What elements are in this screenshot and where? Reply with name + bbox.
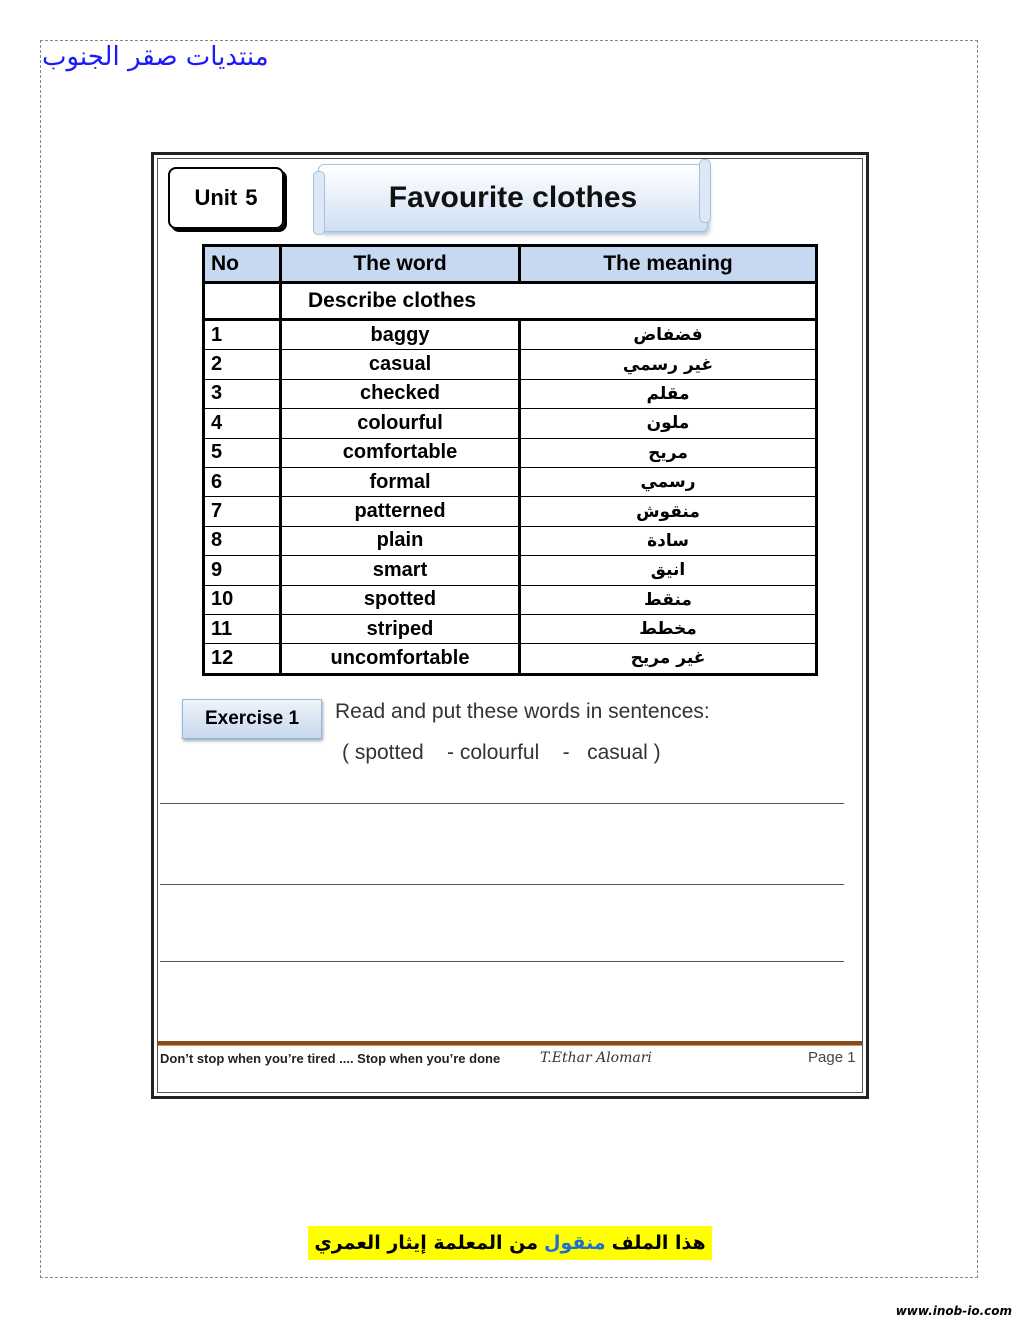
- row-meaning: منقوش: [520, 497, 817, 526]
- section-row: [204, 283, 817, 320]
- row-word: formal: [281, 467, 520, 496]
- row-meaning: سادة: [520, 526, 817, 555]
- row-word: patterned: [281, 497, 520, 526]
- row-word: comfortable: [281, 438, 520, 467]
- row-meaning: مريح: [520, 438, 817, 467]
- row-number: 11: [204, 614, 281, 643]
- table-row: [204, 409, 817, 438]
- row-meaning: رسمي: [520, 467, 817, 496]
- row-meaning: انيق: [520, 556, 817, 585]
- table-row: [204, 320, 817, 350]
- table-row: [204, 614, 817, 643]
- table-row: [204, 497, 817, 526]
- row-number: 10: [204, 585, 281, 614]
- row-meaning: منقط: [520, 585, 817, 614]
- row-number: 12: [204, 644, 281, 674]
- source-text-highlight: منقول: [544, 1232, 606, 1254]
- row-number: 3: [204, 379, 281, 408]
- row-word: plain: [281, 526, 520, 555]
- footer-divider: [158, 1041, 862, 1046]
- table-row: [204, 438, 817, 467]
- forum-name: منتديات صقر الجنوب: [42, 42, 269, 72]
- row-word: checked: [281, 379, 520, 408]
- source-text-end: من المعلمة إيثار العمري: [314, 1232, 539, 1254]
- unit-label: [168, 167, 284, 229]
- footer-teacher: T.Ethar Alomari: [540, 1050, 652, 1066]
- section-label: Describe clothes: [281, 283, 817, 320]
- row-meaning: غير رسمي: [520, 350, 817, 379]
- exercise-label: Exercise 1: [182, 699, 322, 739]
- answer-line-3[interactable]: [160, 961, 844, 962]
- source-text-start: هذا الملف: [611, 1232, 706, 1254]
- exercise-instruction: Read and put these words in sentences:: [335, 700, 710, 723]
- table-row: [204, 526, 817, 555]
- row-word: striped: [281, 614, 520, 643]
- row-meaning: ملون: [520, 409, 817, 438]
- row-number: 8: [204, 526, 281, 555]
- row-word: casual: [281, 350, 520, 379]
- row-number: 5: [204, 438, 281, 467]
- footer-quote: Don’t stop when you’re tired .... Stop when you’re done: [160, 1051, 501, 1066]
- table-row: [204, 585, 817, 614]
- row-word: uncomfortable: [281, 644, 520, 674]
- row-number: 4: [204, 409, 281, 438]
- source-banner: [308, 1226, 712, 1260]
- table-row: [204, 556, 817, 585]
- page-title: Favourite clothes: [318, 164, 708, 232]
- row-meaning: فضفاض: [520, 320, 817, 350]
- unit-word: Unit: [194, 185, 238, 210]
- row-meaning: غير مريح: [520, 644, 817, 674]
- table-header-row: [204, 246, 817, 283]
- row-word: colourful: [281, 409, 520, 438]
- table-row: [204, 379, 817, 408]
- exercise-word-list: ( spotted - colourful - casual ): [342, 741, 661, 764]
- answer-line-1[interactable]: [160, 803, 844, 804]
- row-meaning: مقلم: [520, 379, 817, 408]
- row-number: 1: [204, 320, 281, 350]
- row-word: baggy: [281, 320, 520, 350]
- table-row: [204, 467, 817, 496]
- row-word: smart: [281, 556, 520, 585]
- page-number: Page 1: [808, 1049, 856, 1066]
- unit-number: 5: [245, 185, 258, 210]
- row-number: 2: [204, 350, 281, 379]
- row-number: 6: [204, 467, 281, 496]
- row-meaning: مخطط: [520, 614, 817, 643]
- row-number: 7: [204, 497, 281, 526]
- table-row: [204, 644, 817, 674]
- site-url[interactable]: www.inob-io.com: [895, 1304, 1012, 1318]
- vocabulary-table: [202, 244, 818, 676]
- header-no: No: [204, 246, 281, 283]
- table-row: [204, 350, 817, 379]
- answer-line-2[interactable]: [160, 884, 844, 885]
- row-word: spotted: [281, 585, 520, 614]
- header-word: The word: [281, 246, 520, 283]
- row-number: 9: [204, 556, 281, 585]
- header-meaning: The meaning: [520, 246, 817, 283]
